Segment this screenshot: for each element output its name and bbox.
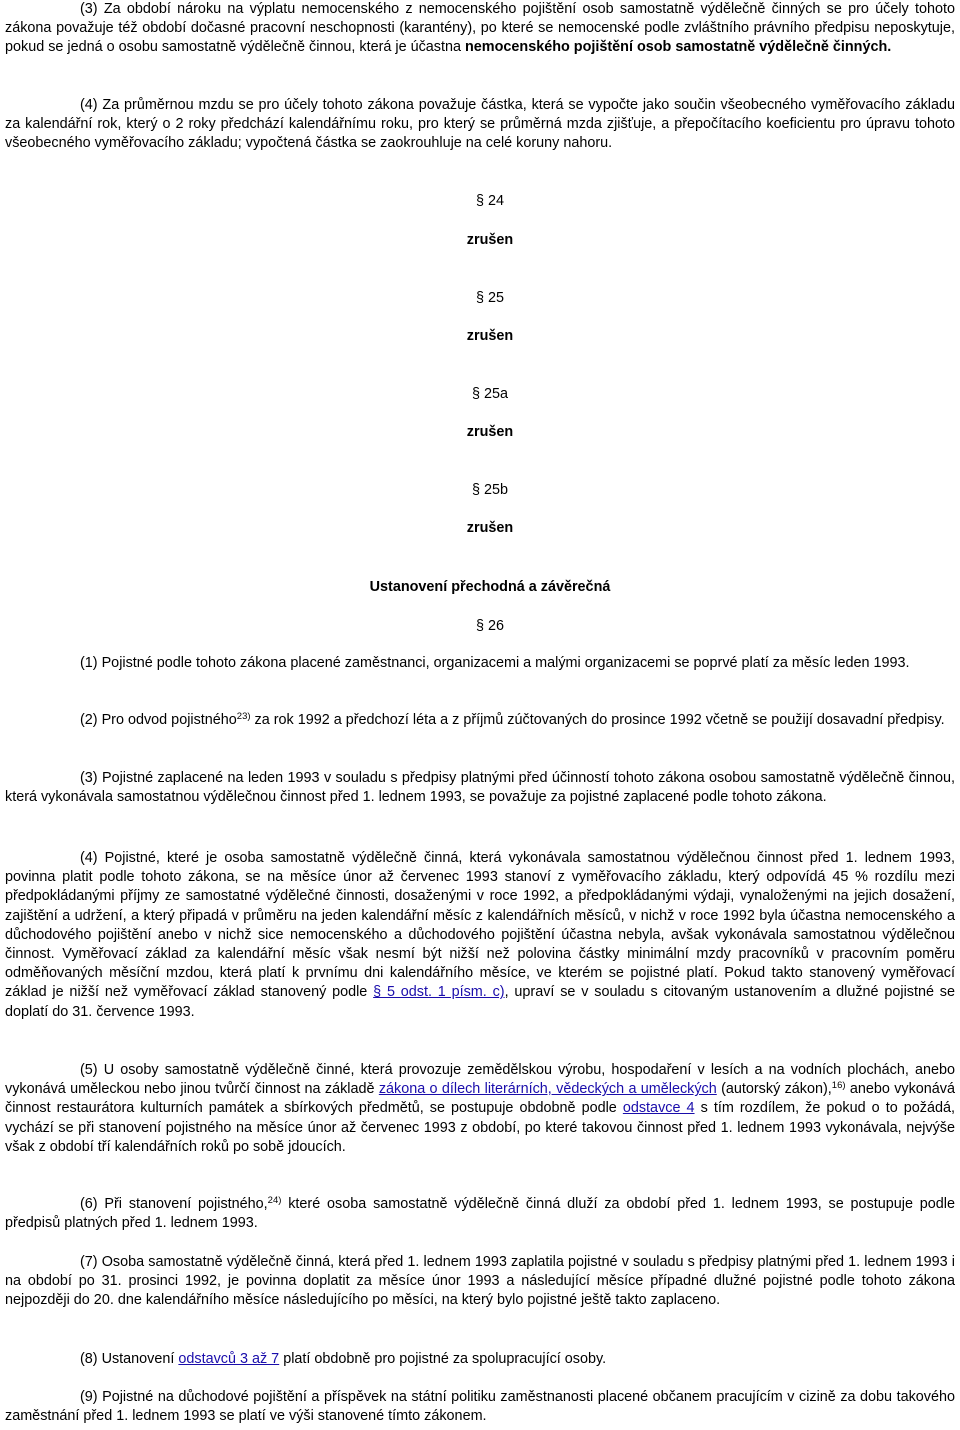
paragraph-text: , upraví se v souladu s citovaným ustanovením a dlužné pojistné se doplatí do 31. července 1993. <box>5 984 955 1020</box>
section-status: zrušen <box>466 328 514 344</box>
paragraph-text: (5) U osoby samostatně výdělečně činné, která provozuje zemědělskou výrobu, hospodaření v lesích a na vodních plochách, anebo vykonává uměleckou nebo jinou tvůrčí činnost na základě <box>5 1062 955 1098</box>
footnote-marker: 23) <box>236 711 251 722</box>
section-number: § 26 <box>475 618 504 634</box>
paragraph-text: (3) Za období nároku na výplatu nemocenského z nemocenského pojištění osob samostatně výdělečně činných se pro účely tohoto zákona považuje též období dočasné pracovní neschopnosti (karantény), po které se nemocenské podle zvláštního právního předpisu neposkytuje, pokud se jedná o osobu samostatně výdělečně činnou, která je účastna <box>5 1 955 56</box>
paragraph-text: (9) Pojistné na důchodové pojištění a příspěvek na státní politiku zaměstnanosti placené občanem pracujícím v cizině za dobu takového zaměstnání před 1. lednem 1993 se platí ve výši stanovené tímto zákonem. <box>5 1389 955 1425</box>
paragraph-text: které osoba samostatně výdělečně činná dluží za období před 1. lednem 1993, se postupuje podle předpisů platných před 1. lednem 1993. <box>5 1196 956 1232</box>
paragraph-p3 <box>5 0 955 58</box>
chapter-title: Ustanovení přechodná a závěrečná <box>369 579 611 595</box>
section-number: § 25b <box>471 482 508 498</box>
section-number: § 25 <box>475 290 504 306</box>
paragraph-text: nemocenského pojištění osob samostatně výdělečně činných. <box>465 39 892 56</box>
paragraph-s26-3 <box>5 769 955 807</box>
paragraph-s26-4 <box>5 849 955 1022</box>
paragraph-s26-8 <box>5 1350 955 1369</box>
paragraph-text: (autorský zákon), <box>716 1081 832 1098</box>
paragraph-s26-6 <box>5 1195 955 1233</box>
paragraph-s26-5 <box>5 1061 955 1157</box>
paragraph-s26-7 <box>5 1253 955 1311</box>
law-reference-link[interactable]: zákona o dílech literárních, vědeckých a uměleckých <box>378 1081 717 1098</box>
law-reference-link[interactable]: § 5 odst. 1 písm. c) <box>373 984 505 1001</box>
section-status: zrušen <box>466 520 514 536</box>
paragraph-text: (4) Pojistné, které je osoba samostatně výdělečně činná, která vykonávala samostatnou výdělečnou činnost před 1. lednem 1993, povinna platit podle tohoto zákona, se na měsíce únor až červenec 1993 stanoví z vyměřovacího základu, který odpovídá 45 % rozdílu mezi předpokládanými příjmy ze samostatné výdělečné činnosti, dosaženými v roce 1992, a předpokládanými výdaji, vynaloženými na jejich dosažení, zajištění a udržení, a který připadá v průměru na jeden kalendářní měsíc z kalendářních měsíců, v nichž v roce 1992 byla účastna nemocenského a důchodového pojištění anebo v nichž sice nemocenského a důchodového pojištění účastna nebyla, avšak vykonávala samostatnou výdělečnou činnost. Vyměřovací základ za kalendářní měsíc však nesmí být nižší než polovina částky minimální mzdy pracovníků v pracovním poměru odměňovaných měsíční mzdou, která platí k prvnímu dni kalendářního měsíce, ve kterém se pojistné platí. Pokud takto stanovený vyměřovací základ je nižší než vyměřovací základ stanovený podle <box>5 850 955 1001</box>
section-number: § 24 <box>475 193 504 209</box>
paragraph-text: (4) Za průměrnou mzdu se pro účely tohoto zákona považuje částka, která se vypočte jako součin všeobecného vyměřovacího základu za kalendářní rok, který o 2 roky předchází kalendářnímu roku, pro který se průměrná mzda zjišťuje, a přepočítacího koeficientu pro úpravu tohoto všeobecného vyměřovacího základu; vypočtená částka se zaokrouhluje na celé koruny nahoru. <box>5 97 955 152</box>
paragraph-text: (1) Pojistné podle tohoto zákona placené zaměstnanci, organizacemi a malými organizacemi se poprvé platí za měsíc leden 1993. <box>80 655 910 671</box>
footnote-marker: 16) <box>831 1080 846 1092</box>
paragraph-text: platí obdobně pro pojistné za spolupracující osoby. <box>279 1351 607 1367</box>
paragraph-s26-2 <box>5 711 955 730</box>
paragraph-text: (7) Osoba samostatně výdělečně činná, která před 1. lednem 1993 zaplatila pojistné v souladu s předpisy platnými před 1. lednem 1993 i na období po 31. prosinci 1992, je povinna doplatit za měsíce únor 1993 a následující měsíce případné dlužné pojistné podle tohoto zákona nejpozději do 20. dne kalendářního měsíce následujícího po měsíci, na který bylo pojistné ještě takto zaplaceno. <box>5 1254 955 1309</box>
paragraph-text: (8) Ustanovení <box>80 1351 179 1367</box>
footnote-marker: 24) <box>267 1195 282 1206</box>
law-reference-link[interactable]: odstavců 3 až 7 <box>178 1351 280 1367</box>
paragraph-text: (3) Pojistné zaplacené na leden 1993 v souladu s předpisy platnými před účinností tohoto zákona osobou samostatně výdělečně činnou, která vykonávala samostatnou výdělečnou činnost před 1. lednem 1993, se považuje za pojistné zaplacené podle tohoto zákona. <box>5 770 955 806</box>
section-number: § 25a <box>471 386 508 402</box>
paragraph-text: za rok 1992 a předchozí léta a z příjmů zúčtovaných do prosince 1992 včetně se použijí dosavadní předpisy. <box>250 712 945 728</box>
paragraph-text: s tím rozdílem, že pokud o to požádá, vychází se při stanovení pojistného na měsíce únor až červenec 1993 z období, po které takovou činnost před 1. lednem 1993 vykonávala, nejvýše však z období tří kalendářních roků po sobě jdoucích. <box>5 1100 955 1155</box>
paragraph-s26-9 <box>5 1388 955 1426</box>
paragraph-text: (6) Při stanovení pojistného, <box>80 1196 268 1212</box>
paragraph-text: anebo vykonává činnost restaurátora kulturních památek a sbírkových předmětů, se postupuje obdobně podle <box>5 1081 955 1117</box>
law-reference-link[interactable]: odstavce 4 <box>622 1100 695 1117</box>
section-status: zrušen <box>466 232 514 248</box>
paragraph-s26-1 <box>5 654 955 673</box>
section-status: zrušen <box>466 424 514 440</box>
paragraph-p4 <box>5 96 955 154</box>
paragraph-text: (2) Pro odvod pojistného <box>80 712 237 728</box>
